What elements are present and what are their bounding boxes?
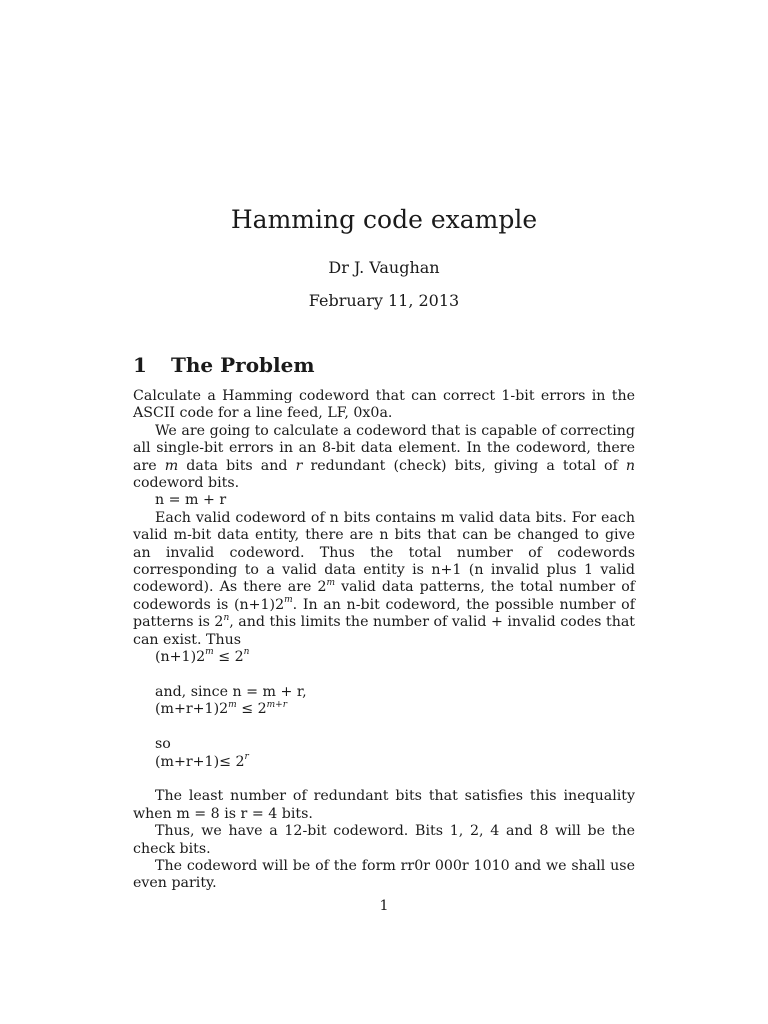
document-date: February 11, 2013 <box>308 291 460 310</box>
section-body <box>133 388 635 893</box>
paragraph: We are going to calculate a codeword that is capable of correcting all single-bit errors in an 8-bit data element. In the codeword, there are m data bits and r redundant (check) bits, giving a total of n codeword bits. <box>133 422 635 492</box>
paragraph: Each valid codeword of n bits contains m valid data bits. For each valid m-bit data entity, there are n bits that can be changed to give an invalid codeword. Thus the total number of codewords corresponding to a valid data entity is n+1 (n invalid plus 1 valid codeword). As there are 2$^m$ valid data patterns, the total number of codewords is $(n+1)2^m$. In an n-bit codeword, the possible number of patterns is 2$^n$, and this limits the number of valid + invalid codes that can exist. Thus <box>133 509 636 648</box>
equation: $(n+1)2^m \le 2^n$ <box>155 647 250 666</box>
section-title: The Problem <box>171 353 315 377</box>
section-number: 1 <box>133 353 147 377</box>
spacer <box>133 771 635 788</box>
document-title: Hamming code example <box>230 205 538 234</box>
paragraph: Thus, we have a 12-bit codeword. Bits 1, 2, 4 and 8 will be the check bits. <box>133 823 635 857</box>
equation: n = m + r <box>155 492 227 509</box>
equation: $(m+r+1)\le 2^r$ <box>155 751 249 770</box>
equation: $(m+r+1)2^m \le 2^{m+r}$ <box>155 699 288 718</box>
page-number: 1 <box>379 898 389 914</box>
equation: and, since n = m + r, <box>155 683 307 700</box>
paragraph: Calculate a Hamming codeword that can correct 1-bit errors in the ASCII code for a line feed, LF, 0x0a. <box>133 388 635 422</box>
spacer <box>133 719 635 736</box>
paragraph: The least number of redundant bits that satisfies this inequality when m = 8 is r = 4 bits. <box>133 788 635 822</box>
section-heading <box>133 351 315 379</box>
paragraph: The codeword will be of the form rr0r 000r 1010 and we shall use even parity. <box>133 857 635 892</box>
equation: so <box>155 736 171 753</box>
spacer <box>133 667 635 684</box>
document-author: Dr J. Vaughan <box>328 258 440 277</box>
